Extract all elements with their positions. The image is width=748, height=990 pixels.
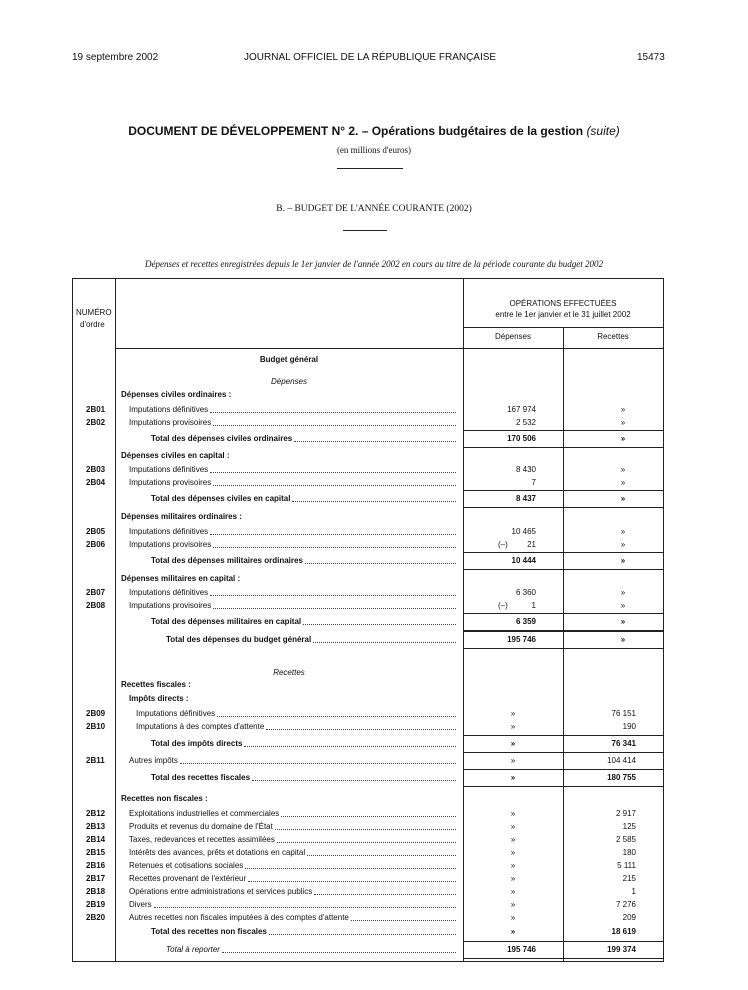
- leader-dots: [266, 729, 456, 730]
- negative-sign: (–): [498, 601, 508, 610]
- row-label-text: Imputations provisoires: [129, 601, 212, 610]
- col-numero-header: NUMÉRO: [76, 308, 112, 317]
- row-label-text: Dépenses militaires en capital :: [121, 574, 241, 583]
- row-label: [129, 756, 458, 766]
- depenses-value: 8 437: [515, 494, 536, 503]
- total-rule: [463, 958, 663, 959]
- recettes-value: »: [620, 635, 626, 644]
- row-label-text: Dépenses civiles ordinaires :: [121, 390, 232, 399]
- depenses-value: »: [510, 709, 516, 718]
- row-label-text: Intérêts des avances, prêts et dotations en capital: [129, 848, 306, 857]
- row-label: [151, 434, 458, 444]
- row-label: [129, 887, 458, 897]
- row-label: [129, 588, 458, 598]
- recettes-value: »: [620, 617, 626, 626]
- depenses-value: 6 360: [515, 588, 536, 597]
- recettes-value: »: [620, 418, 626, 427]
- recettes-value: 199 374: [607, 945, 636, 954]
- row-label: [121, 512, 242, 522]
- row-label-text: Total des dépenses civiles en capital: [151, 494, 291, 503]
- col-depenses-header: Dépenses: [494, 332, 532, 341]
- row-code: 2B10: [86, 722, 106, 731]
- recettes-value: 104 414: [607, 756, 636, 765]
- row-code: 2B17: [86, 874, 106, 883]
- recettes-value: »: [620, 556, 626, 565]
- leader-dots: [351, 920, 456, 921]
- leader-dots: [180, 763, 456, 764]
- leader-dots: [294, 441, 456, 442]
- depenses-value: 195 746: [507, 945, 536, 954]
- recettes-value: 18 619: [611, 927, 636, 936]
- row-label-text: Impôts directs :: [129, 694, 189, 703]
- title-suffix: (suite): [586, 124, 620, 138]
- leader-dots: [307, 855, 456, 856]
- row-label: [129, 900, 458, 910]
- row-label: [129, 835, 458, 845]
- row-label: [136, 709, 458, 719]
- col-recettes-header: Recettes: [597, 332, 629, 341]
- row-label: [151, 556, 458, 566]
- header-rule: [463, 327, 663, 328]
- row-code: 2B16: [86, 861, 106, 870]
- row-code: 2B08: [86, 601, 106, 610]
- leader-dots: [244, 746, 456, 747]
- row-label-text: Dépenses militaires ordinaires :: [121, 512, 242, 521]
- row-code: 2B06: [86, 540, 106, 549]
- row-label: [129, 540, 458, 550]
- row-label-text: Imputations définitives: [129, 405, 209, 414]
- depenses-value: 1: [531, 601, 536, 610]
- row-label: [129, 913, 458, 923]
- leader-dots: [313, 642, 456, 643]
- row-label-text: Total des recettes non fiscales: [151, 927, 267, 936]
- depenses-value: 10 465: [511, 527, 536, 536]
- leader-dots: [305, 563, 456, 564]
- row-label: [121, 794, 208, 804]
- row-label: [136, 722, 458, 732]
- header-rule: [115, 348, 663, 349]
- total-rule: [463, 447, 663, 448]
- leader-dots: [154, 907, 456, 908]
- row-label-text: Recettes fiscales :: [121, 680, 191, 689]
- depenses-value: 10 444: [511, 556, 536, 565]
- negative-sign: (–): [498, 540, 508, 549]
- row-code: 2B20: [86, 913, 106, 922]
- leader-dots: [292, 501, 456, 502]
- leader-dots: [275, 829, 456, 830]
- row-label-text: Imputations provisoires: [129, 418, 212, 427]
- row-label-text: Taxes, redevances et recettes assimilées: [129, 835, 275, 844]
- leader-dots: [213, 485, 456, 486]
- row-label: [129, 694, 189, 704]
- depenses-value: 7: [531, 478, 536, 487]
- row-code: 2B04: [86, 478, 106, 487]
- leader-dots: [222, 952, 456, 953]
- row-label: [121, 451, 230, 461]
- leader-dots: [248, 881, 456, 882]
- row-label: [151, 739, 458, 749]
- recettes-value: 180: [622, 848, 636, 857]
- divider: [343, 230, 387, 231]
- recettes-value: »: [620, 478, 626, 487]
- recettes-value: 7 276: [615, 900, 636, 909]
- title-main: DOCUMENT DE DÉVELOPPEMENT N° 2. – Opérations budgétaires de la gestion: [128, 124, 584, 138]
- row-label-text: Recettes provenant de l'extérieur: [129, 874, 247, 883]
- recettes-value: »: [620, 540, 626, 549]
- row-label-text: Total des dépenses militaires en capital: [151, 617, 302, 626]
- row-label-text: Total des dépenses civiles ordinaires: [151, 434, 293, 443]
- leader-dots: [213, 425, 456, 426]
- depenses-value: »: [510, 900, 516, 909]
- row-label-text: Imputations provisoires: [129, 478, 212, 487]
- depenses-value: »: [510, 773, 516, 782]
- row-label-text: Imputations provisoires: [129, 540, 212, 549]
- leader-dots: [213, 608, 456, 609]
- row-heading: Dépenses: [270, 377, 308, 386]
- recettes-value: »: [620, 494, 626, 503]
- row-code: 2B03: [86, 465, 106, 474]
- total-rule: [463, 631, 663, 632]
- group-header-period: entre le 1er janvier et le 31 juillet 2002: [495, 310, 631, 319]
- depenses-value: »: [510, 809, 516, 818]
- leader-dots: [245, 868, 456, 869]
- total-rule: [463, 613, 663, 614]
- recettes-value: 190: [622, 722, 636, 731]
- row-code: 2B15: [86, 848, 106, 857]
- depenses-value: »: [510, 887, 516, 896]
- row-label: [129, 861, 458, 871]
- row-label-text: Exploitations industrielles et commerciales: [129, 809, 280, 818]
- row-label: [151, 494, 458, 504]
- recettes-value: 76 341: [611, 739, 636, 748]
- row-code: 2B18: [86, 887, 106, 896]
- leader-dots: [269, 934, 456, 935]
- row-label-text: Dépenses civiles en capital :: [121, 451, 230, 460]
- header-date: 19 septembre 2002: [72, 52, 159, 63]
- row-code: 2B09: [86, 709, 106, 718]
- recettes-value: 180 755: [607, 773, 636, 782]
- row-label-text: Imputations définitives: [129, 527, 209, 536]
- row-code: 2B13: [86, 822, 106, 831]
- recettes-value: 5 111: [617, 861, 636, 870]
- leader-dots: [281, 816, 456, 817]
- section-title: B. – BUDGET DE L'ANNÉE COURANTE (2002): [276, 204, 472, 214]
- leader-dots: [252, 780, 456, 781]
- total-rule: [463, 786, 663, 787]
- total-rule: [463, 735, 663, 736]
- leader-dots: [213, 547, 456, 548]
- row-label: [129, 478, 458, 488]
- leader-dots: [303, 624, 456, 625]
- row-label: [121, 390, 231, 400]
- row-label-text: Total des dépenses du budget général: [166, 635, 312, 644]
- leader-dots: [210, 534, 456, 535]
- leader-dots: [210, 472, 456, 473]
- row-label: [129, 405, 458, 415]
- row-label: [166, 945, 458, 955]
- total-rule: [463, 490, 663, 491]
- recettes-value: »: [620, 601, 626, 610]
- row-label: [166, 635, 458, 645]
- row-label-text: Retenues et cotisations sociales: [129, 861, 244, 870]
- total-rule: [463, 769, 663, 770]
- row-label-text: Divers: [129, 900, 152, 909]
- row-label: [129, 527, 458, 537]
- header-journal: JOURNAL OFFICIEL DE LA RÉPUBLIQUE FRANÇAISE: [244, 52, 497, 63]
- recettes-value: 215: [622, 874, 636, 883]
- row-code: 2B01: [86, 405, 106, 414]
- recettes-value: »: [620, 588, 626, 597]
- depenses-value: »: [510, 835, 516, 844]
- total-rule: [463, 941, 663, 942]
- row-label-text: Imputations définitives: [129, 588, 209, 597]
- depenses-value: 8 430: [515, 465, 536, 474]
- depenses-value: »: [510, 722, 516, 731]
- row-label-text: Total des impôts directs: [151, 739, 243, 748]
- header-page-number: 15473: [637, 52, 665, 63]
- row-code: 2B05: [86, 527, 106, 536]
- row-label-text: Recettes non fiscales :: [121, 794, 208, 803]
- row-code: 2B14: [86, 835, 106, 844]
- row-label: [151, 617, 458, 627]
- row-label: [129, 809, 458, 819]
- depenses-value: »: [510, 913, 516, 922]
- table-subtitle: Dépenses et recettes enregistrées depuis le 1er janvier de l'année 2002 en cours au titre de la période courante du budget 2002: [144, 259, 604, 269]
- document-title: [0, 124, 748, 138]
- depenses-value: »: [510, 739, 516, 748]
- depenses-value: 195 746: [507, 635, 536, 644]
- row-code: 2B19: [86, 900, 106, 909]
- row-code: 2B12: [86, 809, 106, 818]
- row-label-text: Total des dépenses militaires ordinaires: [151, 556, 303, 565]
- total-rule: [463, 648, 663, 649]
- total-rule: [463, 752, 663, 753]
- row-heading: Recettes: [273, 668, 305, 677]
- row-label: [121, 574, 240, 584]
- group-header-title: OPÉRATIONS EFFECTUÉES: [509, 299, 617, 308]
- units-note: (en millions d'euros): [336, 145, 412, 155]
- row-label: [129, 848, 458, 858]
- recettes-value: »: [620, 405, 626, 414]
- depenses-value: »: [510, 874, 516, 883]
- depenses-value: »: [510, 756, 516, 765]
- row-label-text: Produits et revenus du domaine de l'État: [129, 822, 273, 831]
- recettes-value: 125: [622, 822, 636, 831]
- row-label: [151, 773, 458, 783]
- row-label-text: Autres recettes non fiscales imputées à des comptes d'attente: [129, 913, 349, 922]
- leader-dots: [210, 595, 456, 596]
- total-rule: [463, 569, 663, 570]
- row-label-text: Imputations à des comptes d'attente: [136, 722, 265, 731]
- row-code: 2B07: [86, 588, 106, 597]
- depenses-value: »: [510, 822, 516, 831]
- total-rule: [463, 430, 663, 431]
- total-rule: [463, 552, 663, 553]
- depenses-value: »: [510, 848, 516, 857]
- recettes-value: »: [620, 434, 626, 443]
- row-code: 2B11: [86, 756, 105, 765]
- depenses-value: 167 974: [507, 405, 536, 414]
- depenses-value: 6 359: [515, 617, 536, 626]
- recettes-value: 2 917: [615, 809, 636, 818]
- row-label: [121, 680, 191, 690]
- depenses-value: »: [510, 927, 516, 936]
- row-label-text: Imputations définitives: [136, 709, 216, 718]
- leader-dots: [217, 716, 456, 717]
- depenses-value: »: [510, 861, 516, 870]
- divider: [337, 168, 403, 169]
- depenses-value: 2 532: [515, 418, 536, 427]
- row-label-text: Opérations entre administrations et services publics: [129, 887, 313, 896]
- budget-general-heading: Budget général: [259, 355, 319, 364]
- total-rule: [463, 507, 663, 508]
- row-label-text: Total des recettes fiscales: [151, 773, 251, 782]
- row-label: [129, 874, 458, 884]
- row-label: [129, 601, 458, 611]
- row-label-text: Imputations définitives: [129, 465, 209, 474]
- depenses-value: 21: [527, 540, 536, 549]
- row-label: [129, 822, 458, 832]
- recettes-value: 76 151: [611, 709, 636, 718]
- row-label: [129, 418, 458, 428]
- recettes-value: »: [620, 527, 626, 536]
- row-label: [151, 927, 458, 937]
- leader-dots: [277, 842, 456, 843]
- leader-dots: [314, 894, 456, 895]
- depenses-value: 170 506: [507, 434, 536, 443]
- row-label: [129, 465, 458, 475]
- leader-dots: [210, 412, 456, 413]
- recettes-value: 1: [631, 887, 636, 896]
- recettes-value: »: [620, 465, 626, 474]
- col-ordre-header: d'ordre: [80, 320, 105, 329]
- row-label-text: Autres impôts: [129, 756, 178, 765]
- recettes-value: 209: [622, 913, 636, 922]
- row-code: 2B02: [86, 418, 106, 427]
- recettes-value: 2 585: [615, 835, 636, 844]
- row-label-text: Total à reporter: [166, 945, 220, 954]
